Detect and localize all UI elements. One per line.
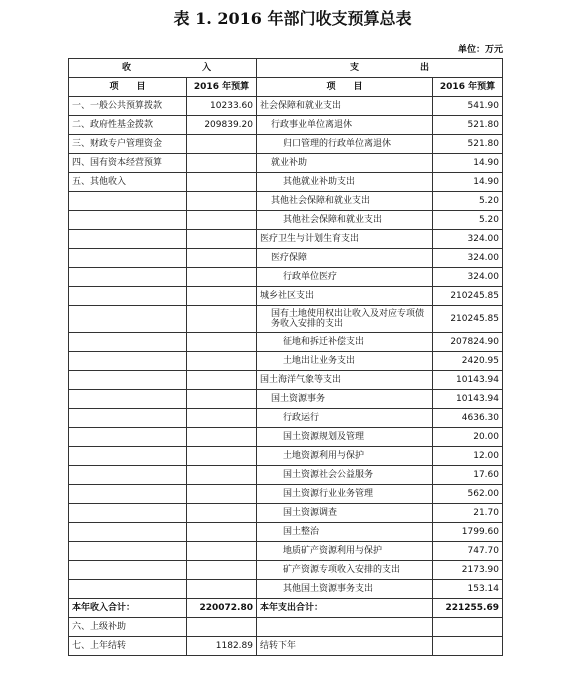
col-header-budget2: 2016 年预算: [433, 78, 503, 97]
table-row: [69, 390, 503, 409]
income-value-cell: [187, 287, 257, 306]
income-value-cell: [187, 428, 257, 447]
expense-item-cell: 其他社会保障和就业支出: [257, 211, 433, 230]
expense-header-right: 出: [419, 63, 429, 73]
income-item-cell: [69, 409, 187, 428]
table-row: [69, 447, 503, 466]
income-value-cell: [187, 211, 257, 230]
expense-item-cell: 国有土地使用权出让收入及对应专项债务收入安排的支出: [257, 306, 433, 333]
income-item-cell: 四、国有资本经营预算: [69, 154, 187, 173]
expense-item-cell: 医疗保障: [257, 249, 433, 268]
expense-value-cell: 2173.90: [433, 561, 503, 580]
expense-value-cell: 21.70: [433, 504, 503, 523]
expense-value-cell: 12.00: [433, 447, 503, 466]
income-header-left: 收: [122, 63, 132, 73]
income-value-cell: [187, 618, 257, 637]
table-row: [69, 116, 503, 135]
expense-item-cell: 结转下年: [257, 637, 433, 656]
income-value-cell: 209839.20: [187, 116, 257, 135]
expense-value-cell: 324.00: [433, 268, 503, 287]
income-value-cell: [187, 333, 257, 352]
income-item-cell: [69, 268, 187, 287]
income-item-cell: [69, 333, 187, 352]
table-row: [69, 618, 503, 637]
income-value-cell: [187, 173, 257, 192]
expense-total-value: 221255.69: [433, 599, 503, 618]
table-row: [69, 97, 503, 116]
income-total-label: 本年收入合计：: [69, 599, 187, 618]
income-item-cell: [69, 192, 187, 211]
expense-value-cell: 541.90: [433, 97, 503, 116]
income-value-cell: [187, 249, 257, 268]
income-value-cell: 10233.60: [187, 97, 257, 116]
income-value-cell: [187, 154, 257, 173]
income-value-cell: [187, 485, 257, 504]
table-row: [69, 409, 503, 428]
expense-item-cell: 国土海洋气象等支出: [257, 371, 433, 390]
income-value-cell: [187, 192, 257, 211]
expense-section-header: [257, 59, 503, 78]
income-item-cell: [69, 523, 187, 542]
expense-value-cell: 207824.90: [433, 333, 503, 352]
table-row: [69, 306, 503, 333]
table-row: [69, 173, 503, 192]
expense-value-cell: 521.80: [433, 135, 503, 154]
expense-value-cell: 210245.85: [433, 287, 503, 306]
income-item-cell: [69, 561, 187, 580]
income-value-cell: [187, 561, 257, 580]
expense-item-cell: 国土资源规划及管理: [257, 428, 433, 447]
expense-item-cell: 医疗卫生与计划生育支出: [257, 230, 433, 249]
expense-total-label: 本年支出合计：: [257, 599, 433, 618]
expense-value-cell: 20.00: [433, 428, 503, 447]
income-value-cell: [187, 306, 257, 333]
expense-value-cell: 5.20: [433, 211, 503, 230]
income-value-cell: [187, 135, 257, 154]
income-item-cell: [69, 211, 187, 230]
expense-value-cell: 562.00: [433, 485, 503, 504]
expense-item-cell: 行政运行: [257, 409, 433, 428]
table-row: [69, 428, 503, 447]
expense-value-cell: 2420.95: [433, 352, 503, 371]
income-item-cell: [69, 352, 187, 371]
expense-item-cell: 城乡社区支出: [257, 287, 433, 306]
income-value-cell: [187, 466, 257, 485]
totals-row: [69, 599, 503, 618]
expense-value-cell: 210245.85: [433, 306, 503, 333]
table-row: [69, 287, 503, 306]
section-header-row: [69, 59, 503, 78]
budget-summary-table: [68, 58, 503, 656]
income-total-value: 220072.80: [187, 599, 257, 618]
expense-value-cell: 153.14: [433, 580, 503, 599]
income-value-cell: [187, 523, 257, 542]
expense-item-cell: 地质矿产资源利用与保护: [257, 542, 433, 561]
income-item-cell: [69, 230, 187, 249]
expense-value-cell: 324.00: [433, 249, 503, 268]
table-row: [69, 211, 503, 230]
income-header-right: 入: [201, 63, 211, 73]
table-row: [69, 249, 503, 268]
table-row: [69, 192, 503, 211]
income-item-cell: [69, 390, 187, 409]
table-row: [69, 637, 503, 656]
income-item-cell: [69, 249, 187, 268]
table-row: [69, 504, 503, 523]
income-value-cell: [187, 447, 257, 466]
income-value-cell: [187, 371, 257, 390]
income-value-cell: [187, 409, 257, 428]
expense-item-cell: 国土资源社会公益服务: [257, 466, 433, 485]
income-value-cell: [187, 352, 257, 371]
expense-item-cell: 土地出让业务支出: [257, 352, 433, 371]
expense-item-cell: 国土资源行业业务管理: [257, 485, 433, 504]
expense-value-cell: 10143.94: [433, 371, 503, 390]
col-header-item: 项 目: [69, 78, 187, 97]
expense-item-cell: 社会保障和就业支出: [257, 97, 433, 116]
income-item-cell: [69, 504, 187, 523]
income-value-cell: [187, 268, 257, 287]
table-row: [69, 485, 503, 504]
income-item-cell: [69, 485, 187, 504]
expense-value-cell: 5.20: [433, 192, 503, 211]
expense-item-cell: 土地资源利用与保护: [257, 447, 433, 466]
expense-value-cell: 521.80: [433, 116, 503, 135]
table-row: [69, 561, 503, 580]
income-value-cell: [187, 504, 257, 523]
col-header-budget: 2016 年预算: [187, 78, 257, 97]
expense-value-cell: 17.60: [433, 466, 503, 485]
income-item-cell: [69, 306, 187, 333]
expense-item-cell: 其他就业补助支出: [257, 173, 433, 192]
table-row: [69, 154, 503, 173]
expense-item-cell: 行政单位医疗: [257, 268, 433, 287]
unit-label: 单位：万元: [457, 45, 503, 55]
table-row: [69, 371, 503, 390]
expense-item-cell: 归口管理的行政单位离退休: [257, 135, 433, 154]
table-row: [69, 352, 503, 371]
income-item-cell: 六、上级补助: [69, 618, 187, 637]
expense-item-cell: 国土整治: [257, 523, 433, 542]
income-value-cell: 1182.89: [187, 637, 257, 656]
expense-item-cell: 征地和拆迁补偿支出: [257, 333, 433, 352]
table-row: [69, 542, 503, 561]
table-row: [69, 523, 503, 542]
income-value-cell: [187, 580, 257, 599]
income-item-cell: 三、财政专户管理资金: [69, 135, 187, 154]
expense-value-cell: 324.00: [433, 230, 503, 249]
expense-value-cell: [433, 637, 503, 656]
expense-value-cell: 10143.94: [433, 390, 503, 409]
expense-item-cell: 国土资源调查: [257, 504, 433, 523]
table-row: [69, 466, 503, 485]
expense-header-left: 支: [350, 63, 360, 73]
income-item-cell: [69, 447, 187, 466]
expense-item-cell: 其他国土资源事务支出: [257, 580, 433, 599]
income-item-cell: [69, 428, 187, 447]
expense-item-cell: 其他社会保障和就业支出: [257, 192, 433, 211]
table-row: [69, 580, 503, 599]
income-item-cell: [69, 371, 187, 390]
income-value-cell: [187, 390, 257, 409]
income-item-cell: 五、其他收入: [69, 173, 187, 192]
table-row: [69, 268, 503, 287]
income-section-header: [69, 59, 257, 78]
income-item-cell: 七、上年结转: [69, 637, 187, 656]
income-value-cell: [187, 230, 257, 249]
expense-item-cell: 矿产资源专项收入安排的支出: [257, 561, 433, 580]
table-row: [69, 135, 503, 154]
income-value-cell: [187, 542, 257, 561]
expense-item-cell: 行政事业单位离退休: [257, 116, 433, 135]
income-item-cell: 一、一般公共预算拨款: [69, 97, 187, 116]
income-item-cell: [69, 466, 187, 485]
expense-value-cell: 1799.60: [433, 523, 503, 542]
table-row: [69, 333, 503, 352]
expense-value-cell: 747.70: [433, 542, 503, 561]
expense-item-cell: [257, 618, 433, 637]
income-item-cell: [69, 542, 187, 561]
income-item-cell: [69, 287, 187, 306]
income-item-cell: 二、政府性基金拨款: [69, 116, 187, 135]
expense-value-cell: [433, 618, 503, 637]
table-title: 表 1. 2016 年部门收支预算总表: [173, 9, 412, 28]
col-header-item2: 项 目: [257, 78, 433, 97]
expense-value-cell: 14.90: [433, 154, 503, 173]
column-header-row: [69, 78, 503, 97]
income-item-cell: [69, 580, 187, 599]
expense-value-cell: 4636.30: [433, 409, 503, 428]
table-row: [69, 230, 503, 249]
expense-item-cell: 就业补助: [257, 154, 433, 173]
expense-value-cell: 14.90: [433, 173, 503, 192]
expense-item-cell: 国土资源事务: [257, 390, 433, 409]
